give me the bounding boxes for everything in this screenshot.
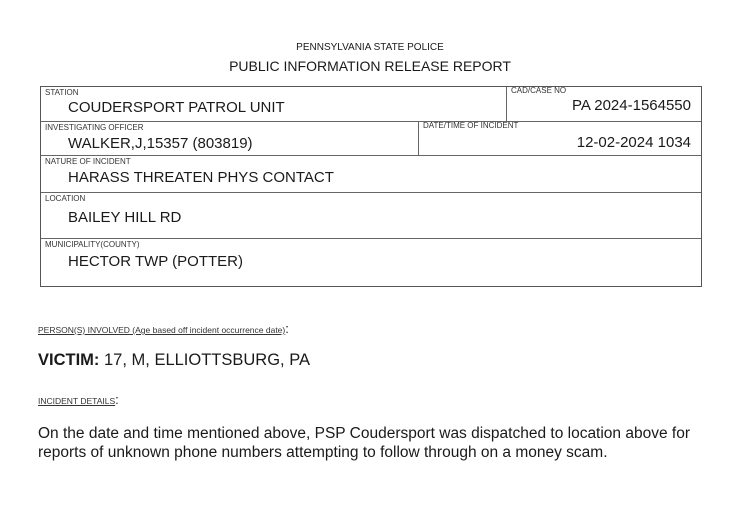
datetime-label: DATE/TIME OF INCIDENT [423,121,519,130]
datetime-cell [419,122,701,155]
victim-value: 17, M, ELLIOTTSBURG, PA [99,351,311,369]
officer-label: INVESTIGATING OFFICER [45,123,144,132]
case-no-label: CAD/CASE NO [511,86,567,95]
location-label: LOCATION [45,194,86,203]
report-title: PUBLIC INFORMATION RELEASE REPORT [229,58,511,74]
row-location [41,193,701,239]
station-label: STATION [45,88,79,97]
victim-line [38,351,310,370]
details-colon: : [115,392,119,407]
report-info-table [40,86,702,287]
persons-heading [38,320,289,338]
station-cell [41,87,507,121]
station-value: COUDERSPORT PATROL UNIT [68,99,285,116]
row-station [41,87,701,122]
case-no-cell [507,87,701,121]
row-officer [41,122,701,156]
persons-colon: : [285,321,289,336]
persons-heading-text: PERSON(S) INVOLVED (Age based off incident occurrence date) [38,325,286,335]
victim-label: VICTIM: [38,351,100,369]
incident-details-text: On the date and time mentioned above, PSP Coudersport was dispatched to location above for reports of unknown phone numbers attempting to follow through on a money scam. [38,425,690,461]
location-value: BAILEY HILL RD [68,209,182,226]
details-heading-text: INCIDENT DETAILS [38,396,116,406]
municipality-label: MUNICIPALITY(COUNTY) [45,240,140,249]
officer-cell [41,122,419,155]
agency-name: PENNSYLVANIA STATE POLICE [296,42,444,53]
nature-label: NATURE OF INCIDENT [45,157,131,166]
datetime-value: 12-02-2024 1034 [576,134,691,151]
row-municipality [41,239,701,285]
details-heading [38,391,119,409]
officer-value: WALKER,J,15357 (803819) [68,135,253,152]
nature-value: HARASS THREATEN PHYS CONTACT [68,169,334,186]
municipality-value: HECTOR TWP (POTTER) [68,253,244,270]
case-no-value: PA 2024-1564550 [572,97,691,114]
row-nature [41,156,701,193]
